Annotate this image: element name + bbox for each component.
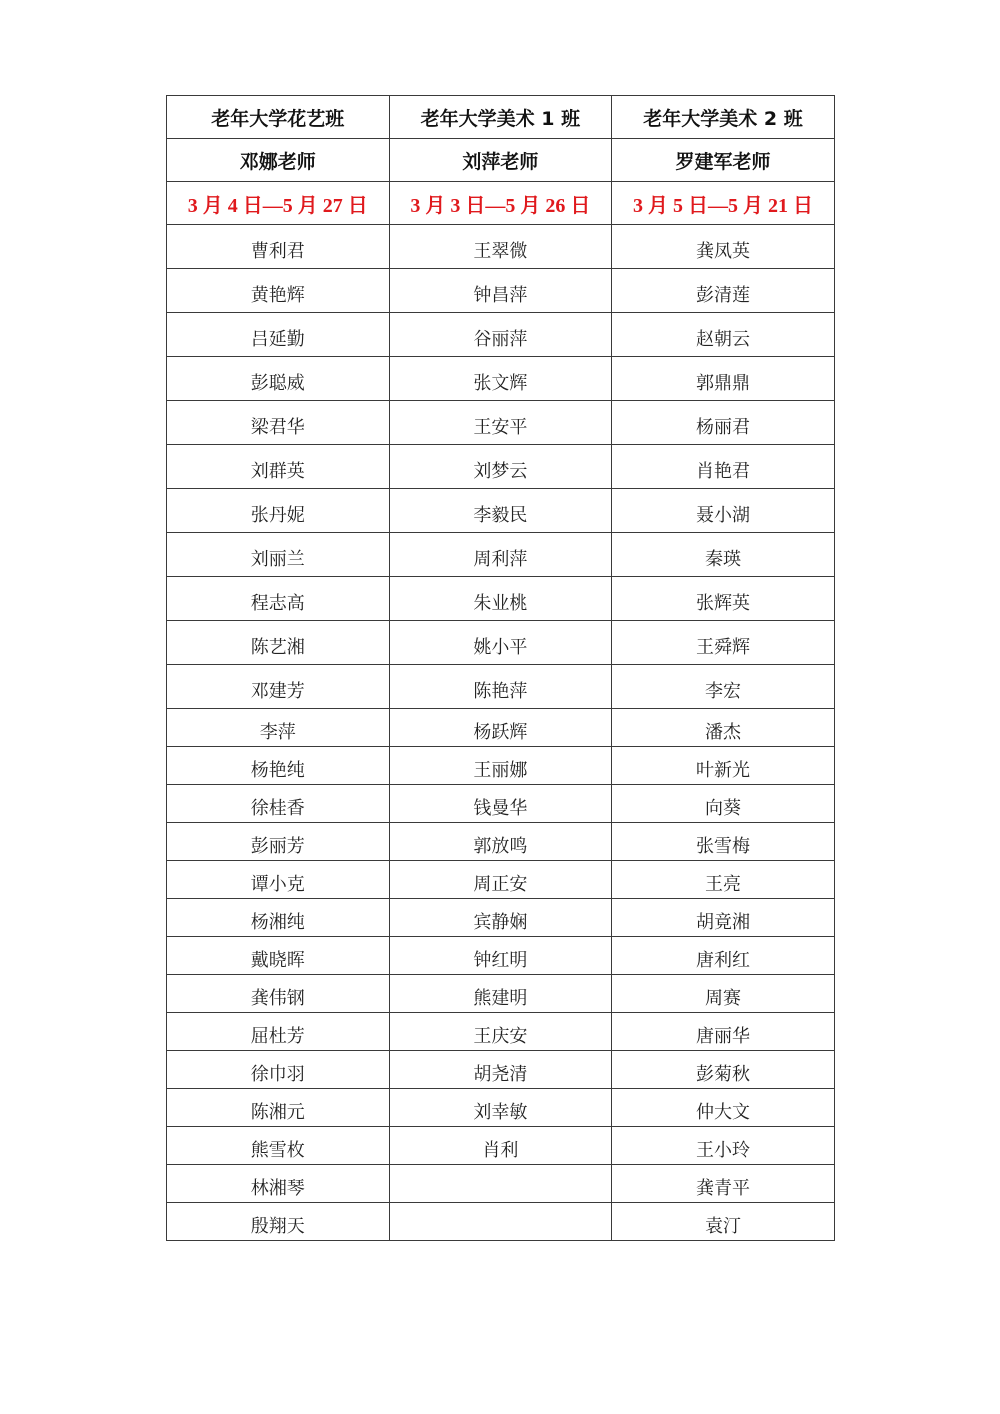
teacher-cell: 刘萍老师: [389, 139, 612, 182]
table-row: [167, 533, 835, 577]
student-name-cell: 龚伟钢: [167, 975, 390, 1013]
student-name-cell: 王安平: [389, 401, 612, 445]
student-name-cell: 仲大文: [612, 1089, 835, 1127]
student-name-cell: 潘杰: [612, 709, 835, 747]
student-name-cell: 赵朝云: [612, 313, 835, 357]
student-name-cell: 戴晓晖: [167, 937, 390, 975]
table-row: [167, 709, 835, 747]
student-name-cell: 姚小平: [389, 621, 612, 665]
student-name-cell: 袁汀: [612, 1203, 835, 1241]
student-name-cell: 张文辉: [389, 357, 612, 401]
student-name-cell: 唐利红: [612, 937, 835, 975]
student-name-cell: 陈湘元: [167, 1089, 390, 1127]
student-name-cell: 刘群英: [167, 445, 390, 489]
student-name-cell: 王庆安: [389, 1013, 612, 1051]
table-row: [167, 1165, 835, 1203]
student-name-cell: 程志高: [167, 577, 390, 621]
date-range-cell: 3 月 5 日—5 月 21 日: [612, 182, 835, 225]
student-name-cell: 王小玲: [612, 1127, 835, 1165]
class-name-cell: 老年大学美术 2 班: [612, 96, 835, 139]
student-name-cell: 胡尧清: [389, 1051, 612, 1089]
roster-body-lower: [167, 709, 835, 1241]
table-row: [167, 1089, 835, 1127]
student-name-cell: 向葵: [612, 785, 835, 823]
student-name-cell: 秦瑛: [612, 533, 835, 577]
table-row: [167, 861, 835, 899]
student-name-cell: 胡竟湘: [612, 899, 835, 937]
table-row: [167, 823, 835, 861]
student-name-cell: 周赛: [612, 975, 835, 1013]
student-name-cell: 彭聪威: [167, 357, 390, 401]
class-roster-table: [166, 95, 835, 1241]
student-name-cell: 熊雪枚: [167, 1127, 390, 1165]
student-name-cell: [389, 1203, 612, 1241]
student-name-cell: 刘丽兰: [167, 533, 390, 577]
student-name-cell: 黄艳辉: [167, 269, 390, 313]
student-name-cell: 朱业桃: [389, 577, 612, 621]
student-name-cell: 王翠微: [389, 225, 612, 269]
table-row: [167, 899, 835, 937]
student-name-cell: 钱曼华: [389, 785, 612, 823]
student-name-cell: 李毅民: [389, 489, 612, 533]
table-row: [167, 225, 835, 269]
student-name-cell: 梁君华: [167, 401, 390, 445]
student-name-cell: 徐巾羽: [167, 1051, 390, 1089]
student-name-cell: 杨湘纯: [167, 899, 390, 937]
student-name-cell: 周正安: [389, 861, 612, 899]
student-name-cell: 熊建明: [389, 975, 612, 1013]
student-name-cell: 郭鼎鼎: [612, 357, 835, 401]
student-name-cell: 王丽娜: [389, 747, 612, 785]
student-name-cell: 钟昌萍: [389, 269, 612, 313]
teacher-cell: 罗建军老师: [612, 139, 835, 182]
student-name-cell: 彭菊秋: [612, 1051, 835, 1089]
student-name-cell: 李萍: [167, 709, 390, 747]
class-name-cell: 老年大学美术 1 班: [389, 96, 612, 139]
student-name-cell: 谭小克: [167, 861, 390, 899]
table-row: [167, 665, 835, 709]
table-row: [167, 937, 835, 975]
table-row: [167, 1013, 835, 1051]
student-name-cell: 杨艳纯: [167, 747, 390, 785]
student-name-cell: 龚凤英: [612, 225, 835, 269]
date-range-row: [167, 182, 835, 225]
roster-body-upper: [167, 225, 835, 709]
student-name-cell: 周利萍: [389, 533, 612, 577]
student-name-cell: 彭清莲: [612, 269, 835, 313]
student-name-cell: 杨丽君: [612, 401, 835, 445]
student-name-cell: 聂小湖: [612, 489, 835, 533]
table-row: [167, 445, 835, 489]
table-row: [167, 577, 835, 621]
student-name-cell: 宾静娴: [389, 899, 612, 937]
date-range-cell: 3 月 4 日—5 月 27 日: [167, 182, 390, 225]
student-name-cell: 杨跃辉: [389, 709, 612, 747]
student-name-cell: 殷翔天: [167, 1203, 390, 1241]
student-name-cell: 刘幸敏: [389, 1089, 612, 1127]
student-name-cell: 李宏: [612, 665, 835, 709]
date-range-cell: 3 月 3 日—5 月 26 日: [389, 182, 612, 225]
student-name-cell: 郭放鸣: [389, 823, 612, 861]
class-name-row: [167, 96, 835, 139]
table-row: [167, 269, 835, 313]
table-row: [167, 621, 835, 665]
teacher-cell: 邓娜老师: [167, 139, 390, 182]
student-name-cell: 唐丽华: [612, 1013, 835, 1051]
student-name-cell: 肖利: [389, 1127, 612, 1165]
table-row: [167, 1127, 835, 1165]
student-name-cell: 肖艳君: [612, 445, 835, 489]
student-name-cell: 王亮: [612, 861, 835, 899]
student-name-cell: 屈杜芳: [167, 1013, 390, 1051]
student-name-cell: 刘梦云: [389, 445, 612, 489]
student-name-cell: 陈艺湘: [167, 621, 390, 665]
student-name-cell: 王舜辉: [612, 621, 835, 665]
student-name-cell: 陈艳萍: [389, 665, 612, 709]
student-name-cell: [389, 1165, 612, 1203]
table-row: [167, 1203, 835, 1241]
table-row: [167, 489, 835, 533]
table-row: [167, 357, 835, 401]
student-name-cell: 徐桂香: [167, 785, 390, 823]
teacher-row: [167, 139, 835, 182]
student-name-cell: 钟红明: [389, 937, 612, 975]
table-row: [167, 401, 835, 445]
student-name-cell: 张辉英: [612, 577, 835, 621]
student-name-cell: 吕延勤: [167, 313, 390, 357]
table-row: [167, 1051, 835, 1089]
student-name-cell: 龚青平: [612, 1165, 835, 1203]
student-name-cell: 谷丽萍: [389, 313, 612, 357]
roster-header: [167, 96, 835, 225]
table-row: [167, 785, 835, 823]
student-name-cell: 张雪梅: [612, 823, 835, 861]
student-name-cell: 邓建芳: [167, 665, 390, 709]
student-name-cell: 曹利君: [167, 225, 390, 269]
table-row: [167, 313, 835, 357]
class-name-cell: 老年大学花艺班: [167, 96, 390, 139]
student-name-cell: 叶新光: [612, 747, 835, 785]
student-name-cell: 林湘琴: [167, 1165, 390, 1203]
student-name-cell: 彭丽芳: [167, 823, 390, 861]
table-row: [167, 747, 835, 785]
table-row: [167, 975, 835, 1013]
student-name-cell: 张丹妮: [167, 489, 390, 533]
